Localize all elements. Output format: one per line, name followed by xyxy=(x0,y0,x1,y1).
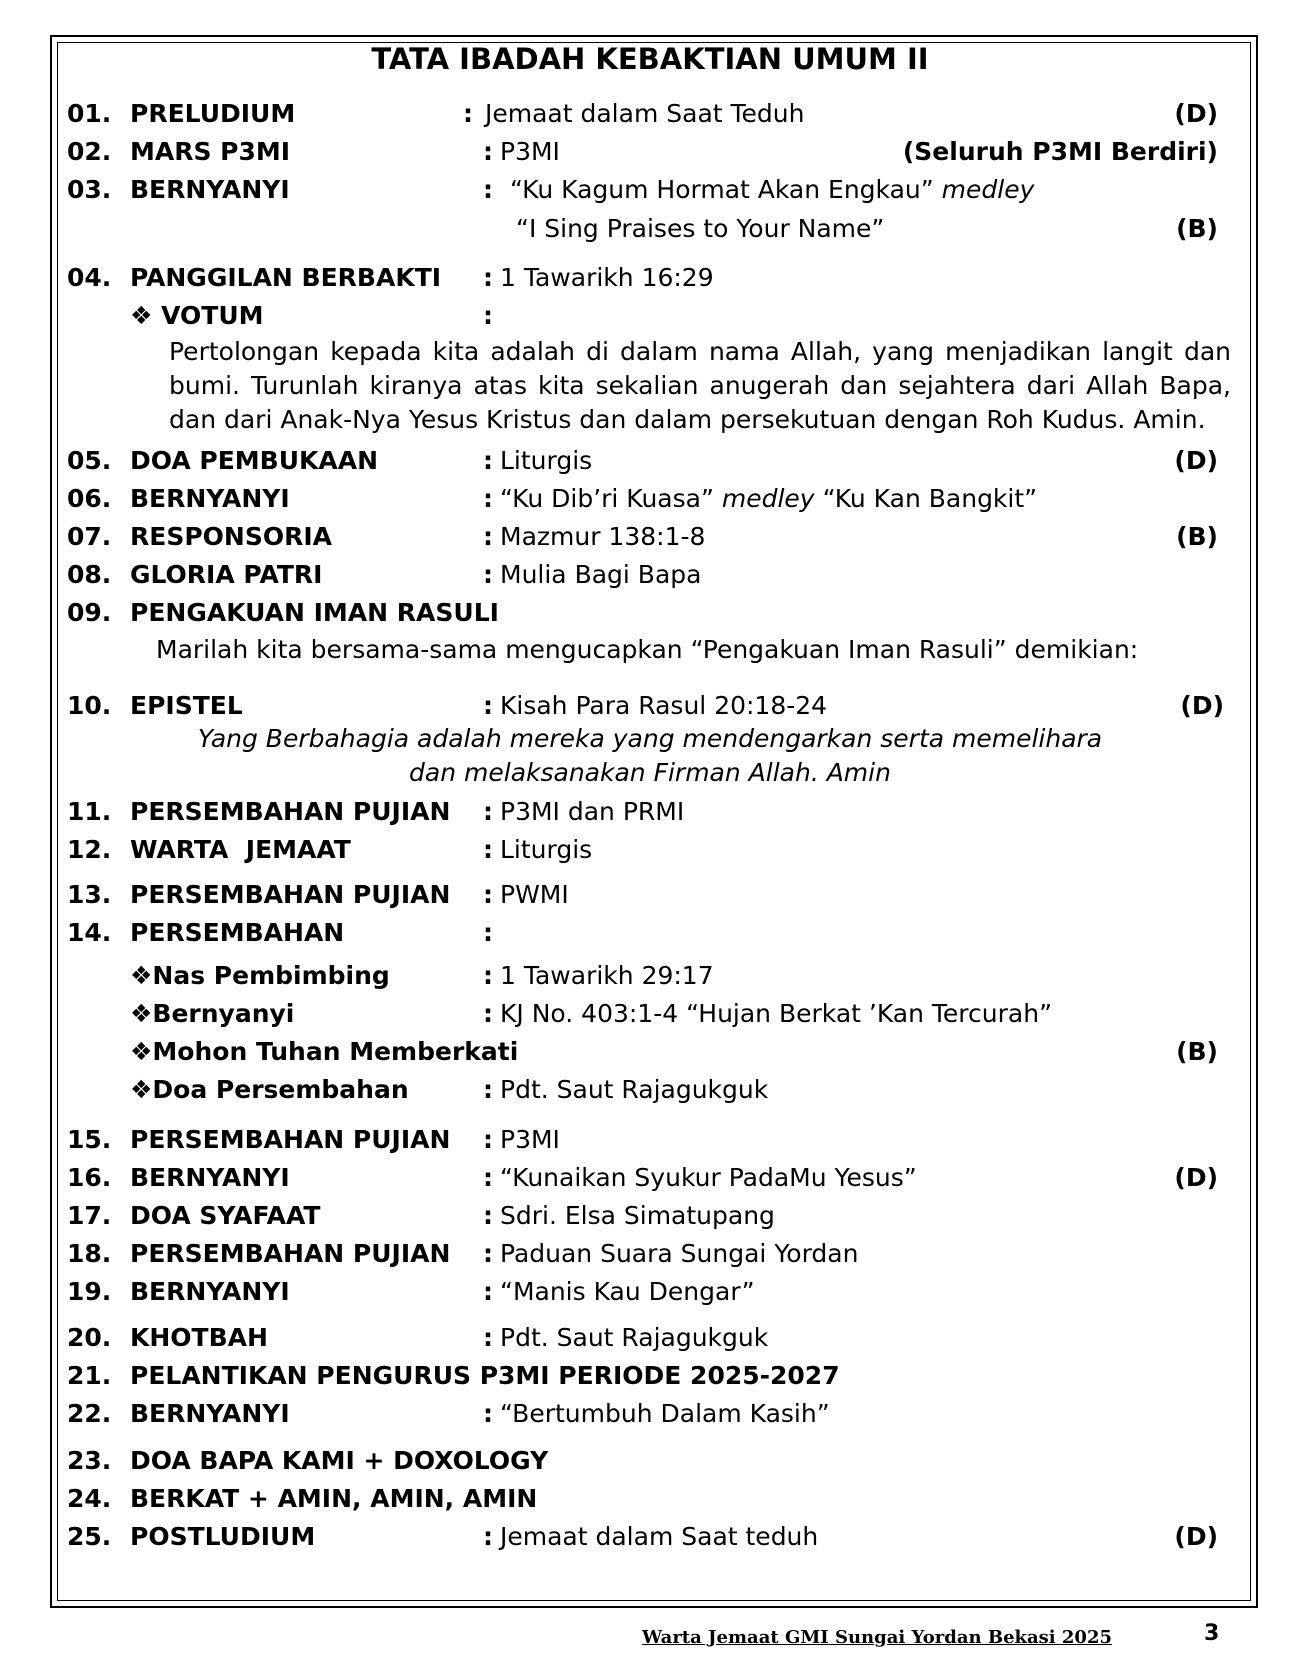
item-value: Jemaat dalam Saat teduh xyxy=(500,1522,819,1551)
list-item xyxy=(0,263,1300,301)
sub-item xyxy=(0,999,1300,1037)
epistel-response-line: Yang Berbahagia adalah mereka yang mendengarkan serta memelihara xyxy=(197,724,1103,753)
item-label: GLORIA PATRI xyxy=(130,560,323,589)
sub-item xyxy=(0,1075,1300,1113)
item-value: “I Sing Praises to Your Name” xyxy=(516,214,885,243)
epistel-response-line: dan melaksanakan Firman Allah. Amin xyxy=(409,758,891,787)
item-number: 16. xyxy=(67,1163,112,1192)
list-item xyxy=(0,1446,1300,1484)
item-colon: : xyxy=(483,797,493,826)
item-label: DOA SYAFAAT xyxy=(130,1201,321,1230)
item-number: 19. xyxy=(67,1277,112,1306)
item-number: 22. xyxy=(67,1399,112,1428)
item-value: Sdri. Elsa Simatupang xyxy=(500,1201,775,1230)
item-code: (Seluruh P3MI Berdiri) xyxy=(902,137,1218,166)
item-value: Mulia Bagi Bapa xyxy=(500,560,702,589)
sub-item-label: ❖Bernyanyi xyxy=(130,999,295,1028)
item-code: (D) xyxy=(1174,446,1218,475)
votum-label: ❖ VOTUM xyxy=(130,301,264,330)
sub-item-label: ❖Doa Persembahan xyxy=(130,1075,409,1104)
item-number: 21. xyxy=(67,1361,112,1390)
item-colon: : xyxy=(483,175,493,204)
item-code: (B) xyxy=(1176,214,1218,243)
item-colon: : xyxy=(463,99,473,128)
item-label: BERNYANYI xyxy=(130,484,290,513)
item-code: (B) xyxy=(1176,1037,1218,1066)
list-item-continuation xyxy=(0,214,1300,252)
item-colon: : xyxy=(483,999,493,1028)
sub-item-label: ❖Nas Pembimbing xyxy=(130,961,390,990)
list-item xyxy=(0,1484,1300,1522)
item-label: BERNYANYI xyxy=(130,1277,290,1306)
item-value: Paduan Suara Sungai Yordan xyxy=(500,1239,859,1268)
item-label: RESPONSORIA xyxy=(130,522,332,551)
list-item xyxy=(0,175,1300,213)
page-title: TATA IBADAH KEBAKTIAN UMUM II xyxy=(371,42,929,76)
item-label: PELANTIKAN PENGURUS P3MI PERIODE 2025-2027 xyxy=(130,1361,840,1390)
sub-item-value: KJ No. 403:1-4 “Hujan Berkat ’Kan Tercurah” xyxy=(500,999,1053,1028)
item-label: PERSEMBAHAN xyxy=(130,918,345,947)
sub-item-value: 1 Tawarikh 29:17 xyxy=(500,961,714,990)
item-colon: : xyxy=(483,522,493,551)
song-title: “Ku Kan Bangkit” xyxy=(822,484,1038,513)
item-number: 12. xyxy=(67,835,112,864)
item-label: BERNYANYI xyxy=(130,1399,290,1428)
item-value: 1 Tawarikh 16:29 xyxy=(500,263,714,292)
song-title: “Ku Dib’ri Kuasa” xyxy=(500,484,714,513)
creed-intro: Marilah kita bersama-sama mengucapkan “Pengakuan Iman Rasuli” demikian: xyxy=(156,635,1139,664)
list-item xyxy=(0,1361,1300,1399)
item-value: P3MI dan PRMI xyxy=(500,797,685,826)
item-number: 20. xyxy=(67,1323,112,1352)
item-number: 09. xyxy=(67,598,112,627)
item-colon: : xyxy=(483,446,493,475)
item-value xyxy=(500,484,1037,513)
item-code: (D) xyxy=(1174,99,1218,128)
item-code: (D) xyxy=(1174,1522,1218,1551)
votum-text: Pertolongan kepada kita adalah di dalam nama Allah, yang menjadikan langit dan bumi. Turunlah kiranya atas kita sekalian anugerah dan sejahtera dari Allah Bapa, dan dari Anak-Nya Yesus Kristus dan dalam persekutuan dengan Roh Kudus. Amin. xyxy=(169,337,1231,434)
list-item xyxy=(0,918,1300,956)
list-item xyxy=(0,1399,1300,1437)
list-item xyxy=(0,446,1300,484)
item-colon: : xyxy=(483,484,493,513)
item-number: 25. xyxy=(67,1522,112,1551)
item-colon: : xyxy=(483,1522,493,1551)
item-number: 08. xyxy=(67,560,112,589)
item-colon: : xyxy=(483,1163,493,1192)
item-label: DOA PEMBUKAAN xyxy=(130,446,379,475)
item-colon: : xyxy=(483,918,493,947)
list-item xyxy=(0,1125,1300,1163)
item-colon: : xyxy=(483,137,493,166)
item-label: DOA BAPA KAMI + DOXOLOGY xyxy=(130,1446,549,1475)
item-label: WARTA JEMAAT xyxy=(130,835,351,864)
item-number: 04. xyxy=(67,263,112,292)
item-number: 02. xyxy=(67,137,112,166)
list-item xyxy=(0,1522,1300,1560)
item-number: 01. xyxy=(67,99,112,128)
sub-item-value: Pdt. Saut Rajagukguk xyxy=(500,1075,769,1104)
item-value: Liturgis xyxy=(500,835,593,864)
sub-item xyxy=(0,1037,1300,1075)
item-value: P3MI xyxy=(500,137,560,166)
item-colon: : xyxy=(483,1075,493,1104)
item-number: 07. xyxy=(67,522,112,551)
item-label: BERNYANYI xyxy=(130,175,290,204)
item-number: 05. xyxy=(67,446,112,475)
list-item xyxy=(0,522,1300,560)
list-item xyxy=(0,1201,1300,1239)
list-item xyxy=(0,1277,1300,1315)
item-colon: : xyxy=(483,835,493,864)
list-item xyxy=(0,880,1300,918)
list-item xyxy=(0,1239,1300,1277)
item-value xyxy=(510,175,1034,204)
item-code: (D) xyxy=(1180,691,1224,720)
item-number: 06. xyxy=(67,484,112,513)
votum-row xyxy=(0,301,1300,339)
item-colon: : xyxy=(483,1277,493,1306)
item-label: PERSEMBAHAN PUJIAN xyxy=(130,1125,451,1154)
list-item xyxy=(0,797,1300,835)
item-colon: : xyxy=(483,263,493,292)
item-label: MARS P3MI xyxy=(130,137,291,166)
item-label: BERNYANYI xyxy=(130,1163,290,1192)
item-label: PERSEMBAHAN PUJIAN xyxy=(130,1239,451,1268)
medley-label: medley xyxy=(941,175,1035,204)
item-value: P3MI xyxy=(500,1125,560,1154)
item-value: PWMI xyxy=(500,880,569,909)
item-number: 15. xyxy=(67,1125,112,1154)
sub-item xyxy=(0,961,1300,999)
item-code: (B) xyxy=(1176,522,1218,551)
medley-label: medley xyxy=(721,484,815,513)
item-value: Kisah Para Rasul 20:18-24 xyxy=(500,691,828,720)
list-item xyxy=(0,99,1300,137)
item-colon: : xyxy=(483,1399,493,1428)
item-colon: : xyxy=(483,1201,493,1230)
item-label: PRELUDIUM xyxy=(130,99,296,128)
item-number: 24. xyxy=(67,1484,112,1513)
list-item xyxy=(0,1163,1300,1201)
list-item xyxy=(0,598,1300,636)
item-value: Pdt. Saut Rajagukguk xyxy=(500,1323,769,1352)
item-label: BERKAT + AMIN, AMIN, AMIN xyxy=(130,1484,538,1513)
item-number: 10. xyxy=(67,691,112,720)
page-number: 3 xyxy=(1204,1621,1220,1646)
list-item xyxy=(0,1323,1300,1361)
item-label: EPISTEL xyxy=(130,691,243,720)
list-item xyxy=(0,835,1300,873)
item-code: (D) xyxy=(1174,1163,1218,1192)
item-value: Mazmur 138:1-8 xyxy=(500,522,706,551)
list-item xyxy=(0,560,1300,598)
item-value: Jemaat dalam Saat Teduh xyxy=(485,99,805,128)
sub-item-label: ❖Mohon Tuhan Memberkati xyxy=(130,1037,519,1066)
item-number: 14. xyxy=(67,918,112,947)
song-title: “Ku Kagum Hormat Akan Engkau” xyxy=(510,175,934,204)
list-item xyxy=(0,484,1300,522)
item-colon: : xyxy=(483,1323,493,1352)
item-colon: : xyxy=(483,301,493,330)
item-value: Liturgis xyxy=(500,446,593,475)
item-label: KHOTBAH xyxy=(130,1323,268,1352)
item-colon: : xyxy=(483,961,493,990)
item-colon: : xyxy=(483,691,493,720)
item-number: 17. xyxy=(67,1201,112,1230)
item-number: 03. xyxy=(67,175,112,204)
item-label: POSTLUDIUM xyxy=(130,1522,316,1551)
item-label: PERSEMBAHAN PUJIAN xyxy=(130,797,451,826)
item-label: PENGAKUAN IMAN RASULI xyxy=(130,598,499,627)
list-item xyxy=(0,137,1300,175)
item-value: “Manis Kau Dengar” xyxy=(500,1277,755,1306)
item-number: 18. xyxy=(67,1239,112,1268)
item-label: PANGGILAN BERBAKTI xyxy=(130,263,442,292)
item-colon: : xyxy=(483,1125,493,1154)
item-number: 11. xyxy=(67,797,112,826)
item-colon: : xyxy=(483,560,493,589)
item-value: “Bertumbuh Dalam Kasih” xyxy=(500,1399,830,1428)
item-value: “Kunaikan Syukur PadaMu Yesus” xyxy=(500,1163,917,1192)
item-number: 13. xyxy=(67,880,112,909)
footer-text: Warta Jemaat GMI Sungai Yordan Bekasi 2025 xyxy=(642,1627,1112,1648)
item-label: PERSEMBAHAN PUJIAN xyxy=(130,880,451,909)
item-colon: : xyxy=(483,1239,493,1268)
item-number: 23. xyxy=(67,1446,112,1475)
item-colon: : xyxy=(483,880,493,909)
